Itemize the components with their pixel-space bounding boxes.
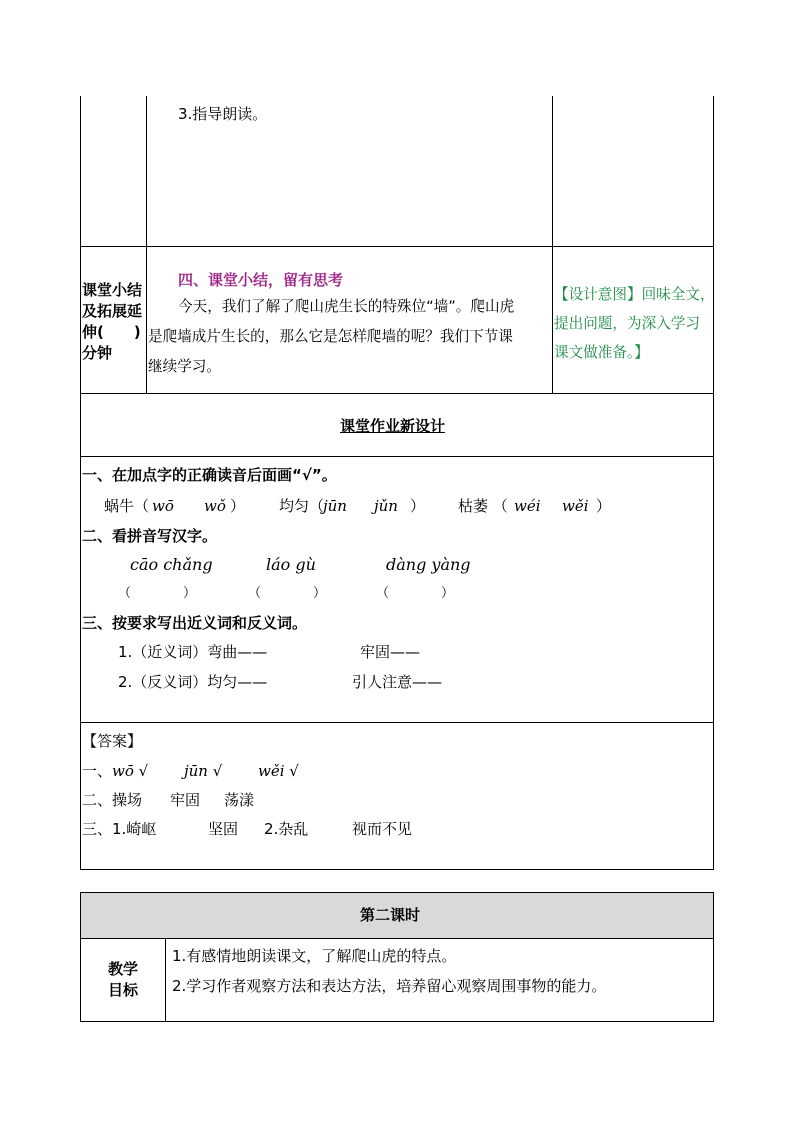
answer-2-item-1: 二、操场: [82, 791, 143, 809]
q2-answer-blank-1: （ ）: [118, 586, 197, 601]
design-note-line-1: 【设计意图】回味全文，: [554, 286, 715, 303]
teaching-goal-2: 2.学习作者观察方法和表达方法，培养留心观察周围事物的能力。: [172, 977, 607, 995]
q2-title: 二、看拼音写汉字。: [82, 527, 218, 545]
second-lesson-header: 第二课时: [360, 906, 421, 924]
summary-label-line-4: 分钟: [82, 344, 113, 362]
design-note-line-2: 提出问题，为深入学习: [554, 315, 700, 332]
q1-title: 一、在加点字的正确读音后面画“√”。: [82, 466, 337, 484]
q1-item-2-close: ）: [410, 497, 426, 515]
q1-item-2-option-1: jūn: [323, 497, 347, 515]
answer-2-item-2: 牢固: [170, 791, 201, 809]
answer-1-item-2: jūn √: [184, 762, 223, 780]
q3-line-2-b: 引人注意——: [352, 673, 443, 691]
summary-label-line-1: 课堂小结: [82, 281, 143, 299]
q2-pinyin-1: cāo chǎng: [130, 555, 213, 574]
q1-item-3-close: ）: [596, 497, 612, 515]
homework-title: 课堂作业新设计: [340, 417, 446, 435]
answer-3-item-1: 三、1.崎岖: [82, 820, 157, 838]
q2-answer-blank-3: （ ）: [376, 586, 455, 601]
q2-pinyin-2: láo gù: [266, 555, 316, 574]
q1-item-3-word: 枯萎 （: [458, 497, 508, 515]
q1-item-2-option-2: jǔn: [374, 497, 398, 515]
q1-item-3-option-2: wěi: [562, 497, 589, 515]
q3-title: 三、按要求写出近义词和反义词。: [82, 614, 308, 632]
teaching-goals-label-line-2: 目标: [108, 981, 139, 999]
design-note-line-3: 课文做准备。】: [554, 344, 649, 361]
summary-heading: 四、课堂小结，留有思考: [178, 271, 344, 289]
answer-1-prefix: 一、: [82, 762, 113, 780]
q1-item-3-option-1: wéi: [514, 497, 541, 515]
q1-item-1-word: 蜗牛（: [104, 497, 150, 515]
q1-item-1-close: ）: [230, 497, 246, 515]
summary-label-line-2: 及拓展延: [82, 302, 143, 320]
teaching-goal-1: 1.有感情地朗读课文，了解爬山虎的特点。: [172, 947, 457, 965]
summary-body-line-3: 继续学习。: [148, 358, 221, 375]
answer-3-item-3: 2.杂乱: [264, 820, 309, 838]
answer-1-item-1: wō √: [112, 762, 149, 780]
answer-1-item-3: wěi √: [258, 762, 299, 780]
answers-title: 【答案】: [82, 732, 143, 750]
q3-line-2-a: 2.（反义词）均匀——: [118, 673, 268, 691]
answer-2-item-3: 荡漾: [224, 791, 255, 809]
q1-item-2-word: 均匀（: [279, 497, 325, 515]
q3-line-1-a: 1.（近义词）弯曲——: [118, 643, 268, 661]
answer-3-item-2: 坚固: [208, 820, 239, 838]
summary-label-line-3: 伸( ): [82, 323, 141, 341]
q1-item-1-option-1: wō: [152, 497, 174, 515]
q1-item-1-option-2: wǒ: [204, 497, 226, 515]
teaching-goals-label-line-1: 教学: [108, 960, 139, 978]
q3-line-1-b: 牢固——: [360, 643, 421, 661]
q2-answer-blank-2: （ ）: [248, 586, 327, 601]
summary-body-line-1: 今天，我们了解了爬山虎生长的特殊位“墙”。爬山虎: [178, 298, 515, 315]
answer-3-item-4: 视而不见: [352, 820, 413, 838]
summary-body-line-2: 是爬墙成片生长的，那么它是怎样爬墙的呢？我们下节课: [148, 328, 513, 345]
guide-step-text: 3.指导朗读。: [178, 105, 268, 123]
q2-pinyin-3: dàng yàng: [386, 555, 471, 574]
